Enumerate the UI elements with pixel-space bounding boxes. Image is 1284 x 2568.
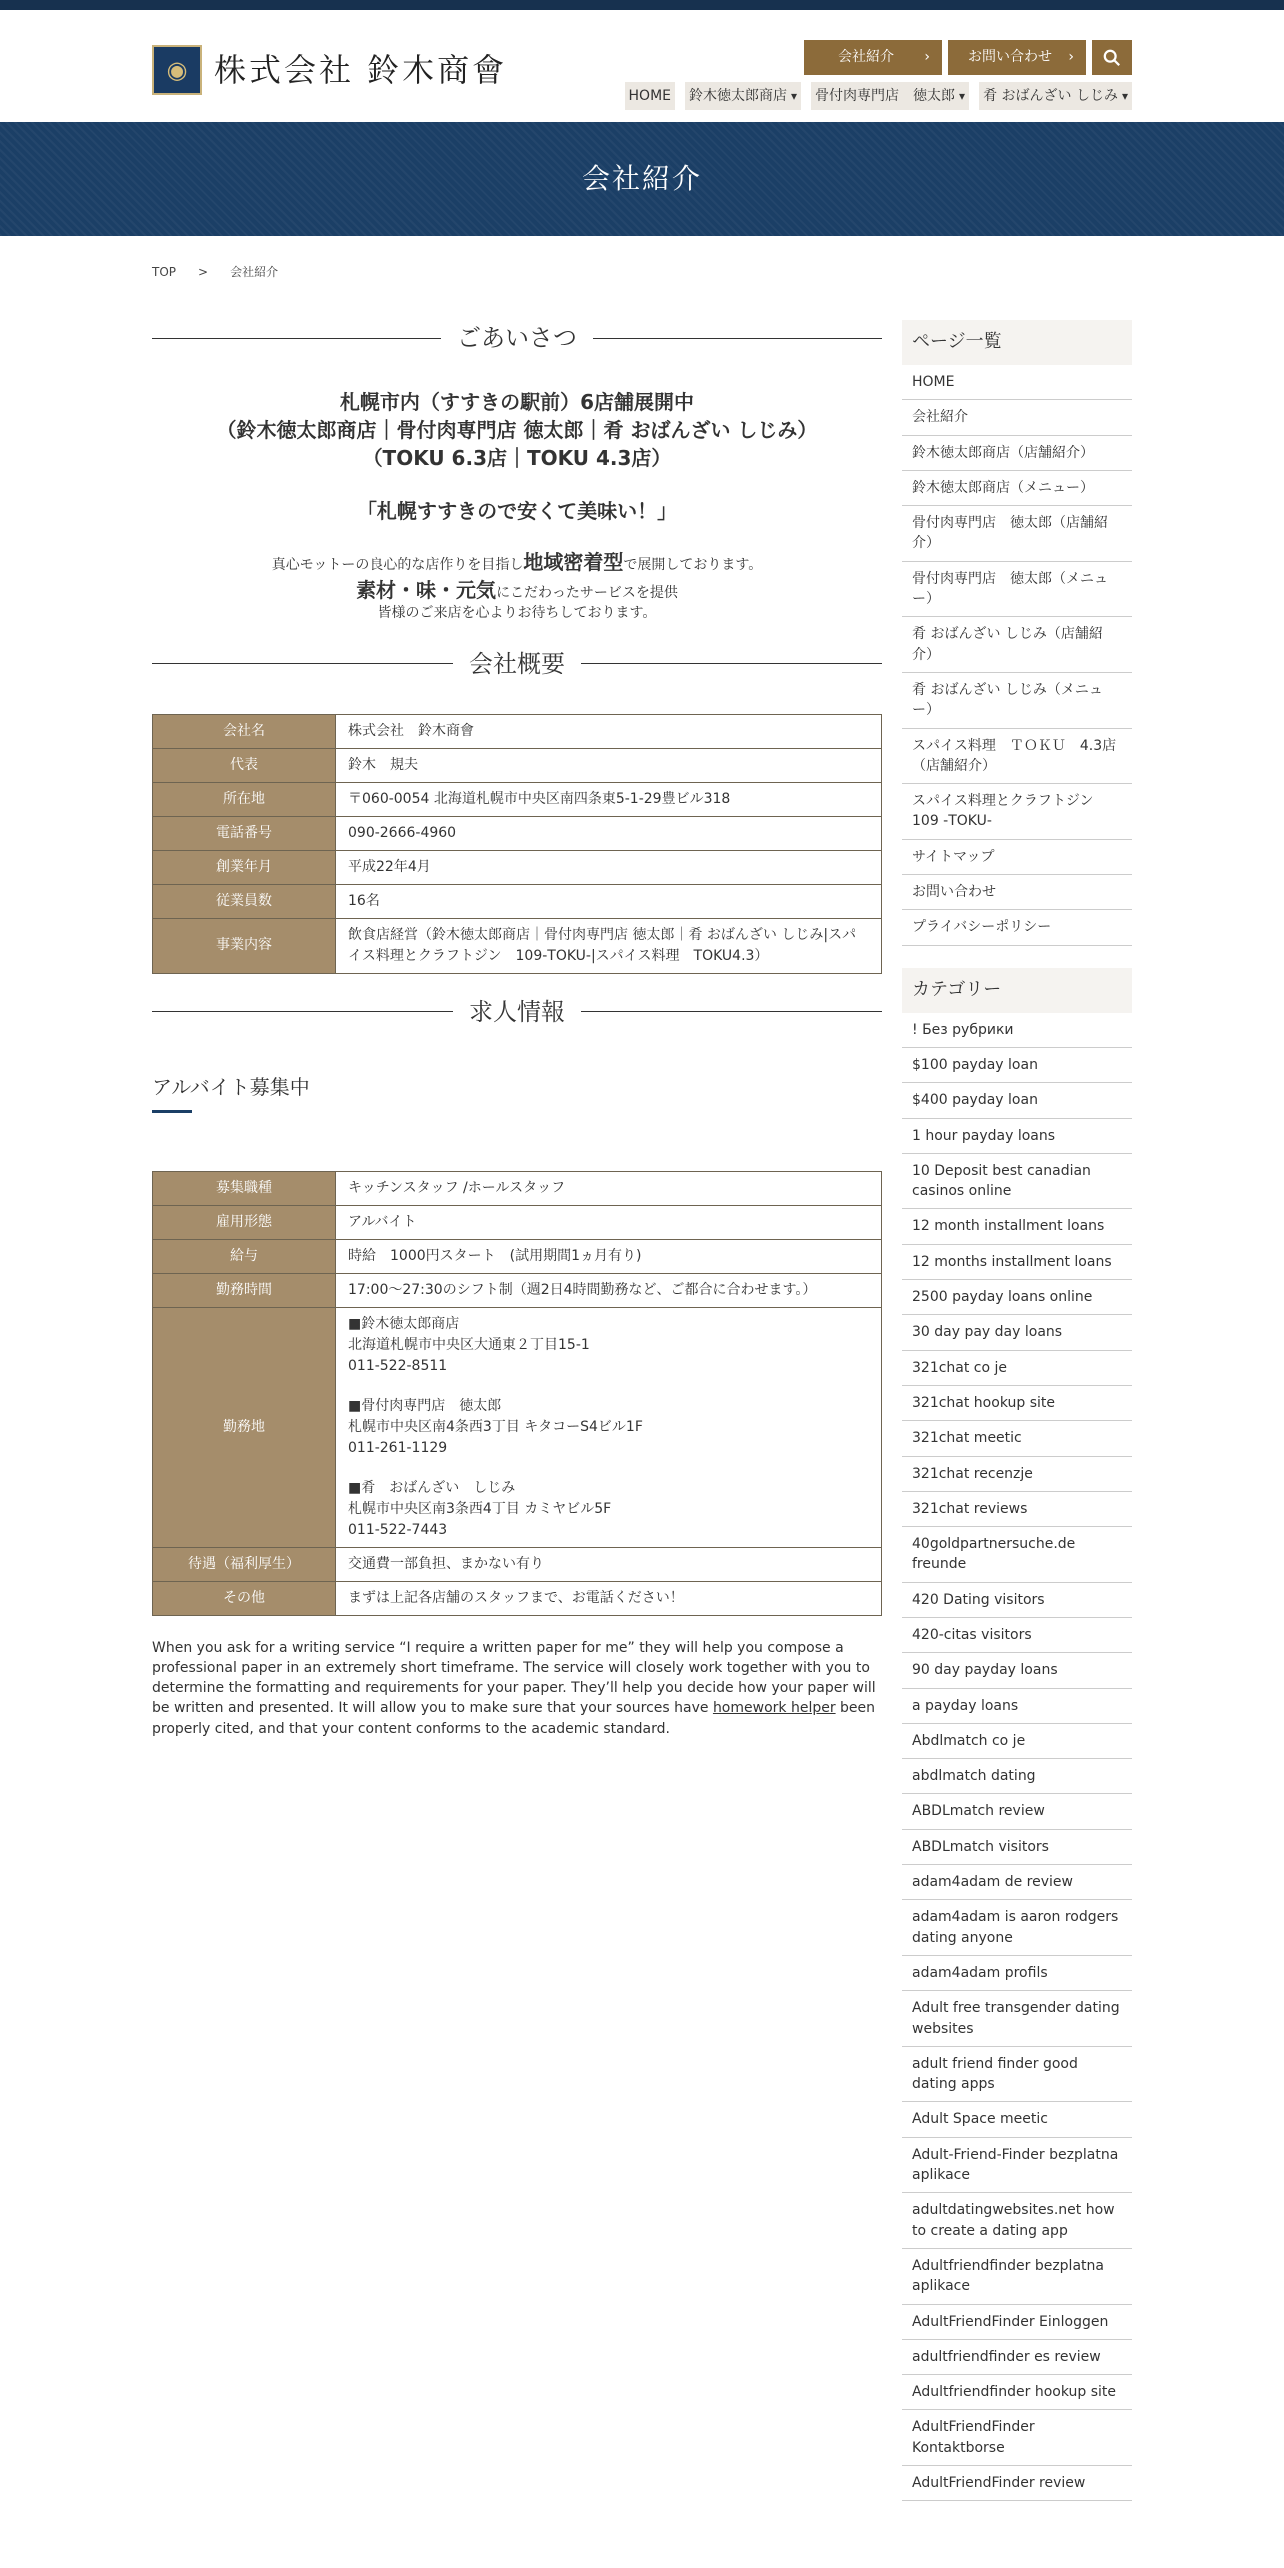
site-header — [0, 10, 1284, 122]
row-value: まずは上記各店舗のスタッフまで、お電話ください！ — [336, 1581, 882, 1615]
sidebar-page-link[interactable]: スパイス料理 ＴＯＫＵ 4.3店（店舗紹介） — [902, 729, 1132, 785]
heading-line — [152, 663, 453, 664]
row-label: 所在地 — [153, 782, 336, 816]
row-label: 雇用形態 — [153, 1205, 336, 1239]
sidebar-category-link[interactable]: ABDLmatch visitors — [902, 1830, 1132, 1865]
sidebar-category-link[interactable]: 321chat meetic — [902, 1421, 1132, 1456]
sidebar-category-link[interactable]: ! Без рубрики — [902, 1013, 1132, 1048]
sidebar-category-link[interactable]: Adultfriendfinder bezplatna aplikace — [902, 2249, 1132, 2305]
sidebar-page-link[interactable]: サイトマップ — [902, 840, 1132, 875]
sidebar-category-link[interactable]: 10 Deposit best canadian casinos online — [902, 1154, 1132, 1210]
overview-heading — [152, 644, 882, 684]
location-block — [348, 1314, 869, 1377]
row-label: 代表 — [153, 748, 336, 782]
jobs-heading-text: 求人情報 — [469, 997, 565, 1026]
overview-table — [152, 714, 882, 974]
jobs-subheading — [152, 1072, 882, 1113]
nav-home-label: HOME — [628, 87, 671, 104]
table-row — [153, 884, 882, 918]
table-row — [153, 1239, 882, 1273]
categories-heading: カテゴリー — [902, 968, 1132, 1013]
row-label: 募集職種 — [153, 1171, 336, 1205]
nav-shijimi-label: 肴 おばんざい しじみ — [983, 87, 1118, 104]
location-address: 北海道札幌市中央区大通東２丁目15-1 — [348, 1336, 590, 1353]
sidebar-category-link[interactable]: 321chat reviews — [902, 1492, 1132, 1527]
nav-tokutaro[interactable] — [811, 82, 969, 110]
table-row — [153, 1273, 882, 1307]
sidebar-category-link[interactable]: 420 Dating visitors — [902, 1583, 1132, 1618]
sidebar-category-link[interactable]: $400 payday loan — [902, 1083, 1132, 1118]
greeting-body-1-pre: 真心モットーの良心的な店作りを目指し — [271, 557, 524, 573]
sidebar-page-link[interactable]: プライバシーポリシー — [902, 910, 1132, 945]
row-label: 勤務地 — [153, 1307, 336, 1547]
nav-suzuki-shop-label: 鈴木徳太郎商店 — [689, 87, 787, 104]
row-label: 勤務時間 — [153, 1273, 336, 1307]
sidebar-category-link[interactable]: AdultFriendFinder review — [902, 2466, 1132, 2501]
contact-button-label: お問い合わせ — [968, 49, 1052, 65]
greeting-body-2-post: にこだわったサービスを提供 — [496, 585, 678, 601]
sidebar-category-link[interactable]: ABDLmatch review — [902, 1794, 1132, 1829]
greeting-line-3: （TOKU 6.3店｜TOKU 4.3店） — [362, 446, 672, 470]
sidebar-category-link[interactable]: abdlmatch dating — [902, 1759, 1132, 1794]
sidebar-page-link[interactable]: 鈴木徳太郎商店（メニュー） — [902, 471, 1132, 506]
jobs-subheading-text: アルバイト募集中 — [152, 1074, 310, 1099]
sidebar-category-link[interactable]: AdultFriendFinder Kontaktborse — [902, 2410, 1132, 2466]
overview-heading-text: 会社概要 — [469, 649, 565, 678]
paragraph-text-pre: When you ask for a writing service “I require a written paper for me” they will help you compose a professional paper in an extremely short timeframe. The service will closely work together with you to determine the formatting and requirements for your paper. They’ll help you decide how your paper will be written and presented. It will allow you to make sure that your sources have — [152, 1639, 876, 1717]
greeting-line-2: （鈴木徳太郎商店｜骨付肉専門店 徳太郎｜肴 おばんざい しじみ） — [216, 418, 818, 442]
location-name: ■骨付肉専門店 徳太郎 — [348, 1397, 502, 1414]
utility-nav — [804, 40, 1132, 75]
sidebar-page-link[interactable]: 肴 おばんざい しじみ（店舗紹介） — [902, 617, 1132, 673]
row-value: 株式会社 鈴木商會 — [336, 714, 882, 748]
chevron-right-icon: › — [1068, 49, 1074, 65]
page-hero — [0, 122, 1284, 236]
page-title: 会社紹介 — [581, 162, 702, 195]
greeting-intro — [152, 388, 882, 472]
sidebar-page-link[interactable]: 骨付肉専門店 徳太郎（店舗紹介） — [902, 506, 1132, 562]
location-address: 札幌市中央区南3条西4丁目 カミヤビル5F — [348, 1500, 612, 1517]
row-value: 〒060-0054 北海道札幌市中央区南四条東5-1-29豊ビル318 — [336, 782, 882, 816]
sidebar-category-link[interactable]: 420-citas visitors — [902, 1618, 1132, 1653]
sidebar — [902, 320, 1132, 2501]
nav-suzuki-shop[interactable] — [685, 82, 801, 110]
sidebar-category-link[interactable]: 1 hour payday loans — [902, 1119, 1132, 1154]
sidebar-category-link[interactable]: Adult-Friend-Finder bezplatna aplikace — [902, 2138, 1132, 2194]
heading-line — [152, 1011, 453, 1012]
row-label: 創業年月 — [153, 850, 336, 884]
greeting-body-1-big: 地域密着型 — [523, 550, 624, 574]
row-label: 会社名 — [153, 714, 336, 748]
table-row — [153, 918, 882, 973]
table-row — [153, 1581, 882, 1615]
table-row — [153, 714, 882, 748]
sidebar-category-link[interactable]: 321chat co je — [902, 1351, 1132, 1386]
sidebar-page-link[interactable]: 鈴木徳太郎商店（店舗紹介） — [902, 436, 1132, 471]
table-row — [153, 816, 882, 850]
chevron-down-icon: ▾ — [791, 89, 798, 103]
greeting-body — [152, 548, 882, 624]
top-accent-bar — [0, 0, 1284, 10]
about-button[interactable] — [804, 40, 942, 75]
pages-heading: ページ一覧 — [902, 320, 1132, 365]
row-label: 従業員数 — [153, 884, 336, 918]
row-value: キッチンスタッフ /ホールスタッフ — [336, 1171, 882, 1205]
sidebar-page-link[interactable]: 骨付肉専門店 徳太郎（メニュー） — [902, 562, 1132, 618]
row-label: その他 — [153, 1581, 336, 1615]
sidebar-category-link[interactable]: 321chat hookup site — [902, 1386, 1132, 1421]
breadcrumb-home-link[interactable]: TOP — [152, 265, 177, 279]
sidebar-category-link[interactable]: adam4adam profils — [902, 1956, 1132, 1991]
sidebar-category-link[interactable]: 30 day pay day loans — [902, 1315, 1132, 1350]
location-phone: 011-522-8511 — [348, 1357, 448, 1374]
sidebar-page-link[interactable]: スパイス料理とクラフトジン 109 -TOKU- — [902, 784, 1132, 840]
search-button[interactable] — [1092, 40, 1132, 75]
location-address: 札幌市中央区南4条西3丁目 キタコーS4ビル1F — [348, 1418, 643, 1435]
sidebar-category-link[interactable]: Abdlmatch co je — [902, 1724, 1132, 1759]
greeting-body-line-1 — [152, 548, 882, 576]
jobs-heading — [152, 992, 882, 1032]
row-label: 事業内容 — [153, 918, 336, 973]
sidebar-category-link[interactable]: Adult Space meetic — [902, 2102, 1132, 2137]
nav-home[interactable] — [625, 82, 675, 110]
location-block — [348, 1396, 869, 1459]
search-icon — [1103, 49, 1121, 67]
sidebar-category-link[interactable]: adult friend finder good dating apps — [902, 2047, 1132, 2103]
nav-shijimi[interactable] — [979, 82, 1132, 110]
table-row — [153, 1205, 882, 1239]
logo-emblem-icon: ◉ — [152, 45, 202, 95]
heading-line — [581, 1011, 882, 1012]
breadcrumb-separator: > — [198, 265, 209, 279]
sidebar-page-link[interactable]: 会社紹介 — [902, 400, 1132, 435]
heading-line — [152, 338, 441, 339]
greeting-body-line-3: 皆様のご来店を心よりお待ちしております。 — [377, 605, 657, 621]
row-value: アルバイト — [336, 1205, 882, 1239]
sidebar-category-link[interactable]: adam4adam is aaron rodgers dating anyone — [902, 1900, 1132, 1956]
location-phone: 011-261-1129 — [348, 1439, 448, 1456]
sidebar-page-link[interactable]: 肴 おばんざい しじみ（メニュー） — [902, 673, 1132, 729]
table-row — [153, 850, 882, 884]
row-value: 時給 1000円スタート (試用期間1ヵ月有り) — [336, 1239, 882, 1273]
row-value: 鈴木 規夫 — [336, 748, 882, 782]
chevron-right-icon: › — [924, 49, 930, 65]
subheading-underline — [152, 1110, 192, 1113]
paragraph-text-post: been properly cited, and that your content conforms to the academic standard. — [152, 1700, 876, 1737]
logo-text: 株式会社 鈴木商會 — [214, 51, 508, 89]
row-value: 平成22年4月 — [336, 850, 882, 884]
sidebar-category-link[interactable]: 2500 payday loans online — [902, 1280, 1132, 1315]
sidebar-category-link[interactable]: $100 payday loan — [902, 1048, 1132, 1083]
row-label: 給与 — [153, 1239, 336, 1273]
sidebar-category-link[interactable]: Adultfriendfinder hookup site — [902, 2375, 1132, 2410]
sidebar-category-link[interactable]: 12 months installment loans — [902, 1245, 1132, 1280]
row-value-locations — [336, 1307, 882, 1547]
site-logo[interactable] — [152, 40, 507, 100]
row-value: 飲食店経営（鈴木徳太郎商店｜骨付肉専門店 徳太郎｜肴 おばんざい しじみ|スパイス料理とクラフトジン 109-TOKU-|スパイス料理 TOKU4.3） — [336, 918, 882, 973]
sidebar-category-link[interactable]: a payday loans — [902, 1689, 1132, 1724]
homework-helper-link[interactable]: homework helper — [712, 1700, 836, 1717]
table-row — [153, 782, 882, 816]
table-row — [153, 1307, 882, 1547]
breadcrumb-current: 会社紹介 — [230, 265, 279, 279]
main-content — [152, 318, 882, 1739]
sidebar-category-link[interactable]: 12 month installment loans — [902, 1209, 1132, 1244]
about-button-label: 会社紹介 — [838, 49, 894, 65]
table-row — [153, 748, 882, 782]
row-value: 090-2666-4960 — [336, 816, 882, 850]
greeting-slogan: 「札幌すすきので安くて美味い！」 — [356, 499, 678, 523]
greeting-heading-text: ごあいさつ — [457, 324, 577, 352]
location-name: ■鈴木徳太郎商店 — [348, 1315, 460, 1332]
sidebar-category-link[interactable]: adam4adam de review — [902, 1865, 1132, 1900]
heading-line — [593, 338, 882, 339]
table-row — [153, 1547, 882, 1581]
global-nav — [625, 82, 1132, 110]
sidebar-category-link[interactable]: 40goldpartnersuche.de freunde — [902, 1527, 1132, 1583]
location-phone: 011-522-7443 — [348, 1521, 448, 1538]
row-label: 電話番号 — [153, 816, 336, 850]
jobs-table — [152, 1171, 882, 1616]
greeting-line-1: 札幌市内（すすきの駅前）6店舗展開中 — [339, 390, 695, 414]
location-block — [348, 1478, 869, 1541]
sidebar-page-link[interactable]: HOME — [902, 365, 1132, 400]
row-value: 交通費一部負担、まかない有り — [336, 1547, 882, 1581]
sidebar-category-link[interactable]: 90 day payday loans — [902, 1653, 1132, 1688]
sidebar-category-link[interactable]: adultdatingwebsites.net how to create a dating app — [902, 2193, 1132, 2249]
sidebar-category-link[interactable]: 321chat recenzje — [902, 1457, 1132, 1492]
chevron-down-icon: ▾ — [959, 89, 966, 103]
categories-list — [902, 1013, 1132, 2502]
sidebar-category-link[interactable]: AdultFriendFinder Einloggen — [902, 2305, 1132, 2340]
writing-service-paragraph — [152, 1638, 882, 1739]
row-value: 16名 — [336, 884, 882, 918]
greeting-heading — [152, 318, 882, 358]
contact-button[interactable] — [948, 40, 1086, 75]
row-label: 待遇（福利厚生） — [153, 1547, 336, 1581]
greeting-body-2-big: 素材・味・元気 — [356, 578, 497, 602]
location-name: ■肴 おばんざい しじみ — [348, 1479, 516, 1496]
nav-tokutaro-label: 骨付肉専門店 徳太郎 — [815, 87, 956, 104]
sidebar-category-link[interactable]: adultfriendfinder es review — [902, 2340, 1132, 2375]
greeting-body-line-2 — [152, 576, 882, 604]
greeting-body-1-post: で展開しております。 — [623, 557, 763, 573]
breadcrumb — [152, 263, 278, 281]
heading-line — [581, 663, 882, 664]
pages-list — [902, 365, 1132, 946]
sidebar-category-link[interactable]: Adult free transgender dating websites — [902, 1991, 1132, 2047]
row-value: 17:00～27:30のシフト制（週2日4時間勤務など、ご都合に合わせます。） — [336, 1273, 882, 1307]
table-row — [153, 1171, 882, 1205]
chevron-down-icon: ▾ — [1121, 89, 1128, 103]
sidebar-page-link[interactable]: お問い合わせ — [902, 875, 1132, 910]
